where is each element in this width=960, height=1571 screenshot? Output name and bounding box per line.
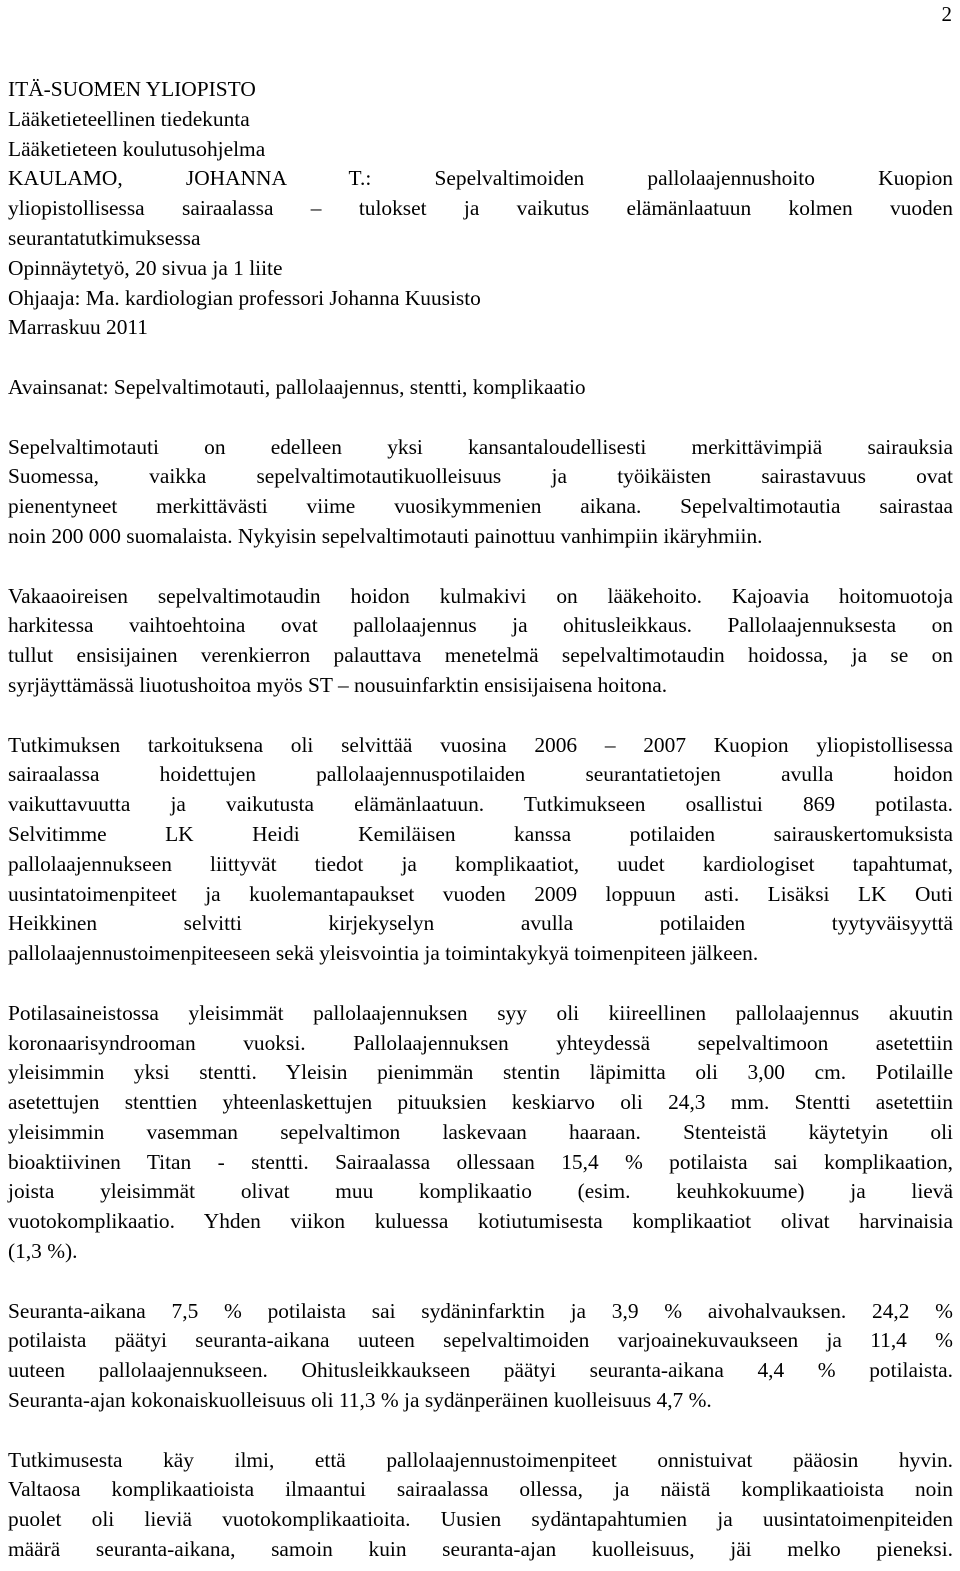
text-line: Tutkimuksen tarkoituksena oli selvittää vuosina 2006 – 2007 Kuopion yliopistollisessa xyxy=(8,732,953,757)
keywords: Avainsanat: Sepelvaltimotauti, pallolaajennus, stentti, komplikaatio xyxy=(8,374,586,399)
text-line: Valtaosa komplikaatioista ilmaantui sairaalassa ollessa, ja näistä komplikaatioista noin xyxy=(8,1477,953,1502)
text-line: yleisimmin vasemman sepelvaltimon laskevaan haaraan. Stenteistä käytetyin oli xyxy=(8,1119,953,1144)
text-line: syrjäyttämässä liuotushoitoa myös ST – nousuinfarktin ensisijaisena hoitona. xyxy=(8,672,668,697)
thesis-title-line: yliopistollisessa sairaalassa – tulokset ja vaikutus elämänlaatuun kolmen vuoden xyxy=(8,196,953,221)
page-number: 2 xyxy=(941,2,952,26)
paragraph xyxy=(8,433,953,552)
text-line: pienentyneet merkittävästi viime vuosikymmenien aikana. Sepelvaltimotautia sairastaa xyxy=(8,494,953,519)
text-line: pallolaajennukseen liittyvät tiedot ja komplikaatiot, uudet kardiologiset tapahtumat, xyxy=(8,851,953,876)
text-line: pallolaajennustoimenpiteeseen sekä yleisvointia ja toimintakykyä toimenpiteen jälkeen. xyxy=(8,941,759,966)
text-line: koronaarisyndrooman vuoksi. Pallolaajennuksen yhteydessä sepelvaltimoon asetettiin xyxy=(8,1030,953,1055)
text-line: Selvitimme LK Heidi Kemiläisen kanssa potilaiden sairauskertomuksista xyxy=(8,821,953,846)
supervisor: Ohjaaja: Ma. kardiologian professori Johanna Kuusisto xyxy=(8,285,481,310)
date: Marraskuu 2011 xyxy=(8,315,148,340)
text-line: noin 200 000 suomalaista. Nykyisin sepelvaltimotauti painottuu vanhimpiin ikäryhmiin. xyxy=(8,523,763,548)
faculty-name: Lääketieteellinen tiedekunta xyxy=(8,106,250,131)
text-line: Suomessa, vaikka sepelvaltimotautikuolleisuus ja työikäisten sairastavuus ovat xyxy=(8,464,953,489)
text-line: Heikkinen selvitti kirjekyselyn avulla potilaiden tyytyväisyyttä xyxy=(8,911,953,936)
text-line: Potilasaineistossa yleisimmät pallolaajennuksen syy oli kiireellinen pallolaajennus akuutin xyxy=(8,1000,953,1025)
text-line: puolet oli lieviä vuotokomplikaatioita. Uusien sydäntapahtumien ja uusintatoimenpiteiden xyxy=(8,1507,953,1532)
text-line: Vakaaoireisen sepelvaltimotaudin hoidon kulmakivi on lääkehoito. Kajoavia hoitomuotoja xyxy=(8,583,953,608)
text-line: vaikuttavuutta ja vaikutusta elämänlaatuun. Tutkimukseen osallistui 869 potilasta. xyxy=(8,792,953,817)
programme-name: Lääketieteen koulutusohjelma xyxy=(8,136,266,161)
university-name: ITÄ-SUOMEN YLIOPISTO xyxy=(8,77,256,101)
text-line: sairaalassa hoidettujen pallolaajennuspotilaiden seurantatietojen avulla hoidon xyxy=(8,762,953,787)
text-line: uusintatoimenpiteet ja kuolemantapaukset vuoden 2009 loppuun asti. Lisäksi LK Outi xyxy=(8,881,953,906)
thesis-info: Opinnäytetyö, 20 sivua ja 1 liite xyxy=(8,255,283,280)
paragraph xyxy=(8,731,953,969)
paragraph xyxy=(8,582,953,701)
text-line: Seuranta-aikana 7,5 % potilaista sai sydäninfarktin ja 3,9 % aivohalvauksen. 24,2 % xyxy=(8,1298,953,1323)
paragraph xyxy=(8,999,953,1267)
text-line: Tutkimusesta käy ilmi, että pallolaajennustoimenpiteet onnistuivat pääosin hyvin. xyxy=(8,1447,953,1472)
document-body xyxy=(8,75,953,1565)
text-line: uuteen pallolaajennukseen. Ohitusleikkaukseen päätyi seuranta-aikana 4,4 % potilaista. xyxy=(8,1358,953,1383)
paragraph xyxy=(8,1297,953,1416)
text-line: joista yleisimmät olivat muu komplikaatio (esim. keuhkokuume) ja lievä xyxy=(8,1179,953,1204)
text-line: Sepelvaltimotauti on edelleen yksi kansantaloudellisesti merkittävimpiä sairauksia xyxy=(8,434,953,459)
text-line: tullut ensisijainen verenkierron palauttava menetelmä sepelvaltimotaudin hoidossa, ja se on xyxy=(8,643,953,668)
paragraph xyxy=(8,1446,953,1565)
text-line: bioaktiivinen Titan - stentti. Sairaalassa ollessaan 15,4 % potilaista sai komplikaation, xyxy=(8,1149,953,1174)
text-line: vuotokomplikaatio. Yhden viikon kuluessa kotiutumisesta komplikaatiot olivat harvinaisia xyxy=(8,1209,953,1234)
text-line: harkitessa vaihtoehtoina ovat pallolaajennus ja ohitusleikkaus. Pallolaajennuksesta on xyxy=(8,613,953,638)
thesis-title-line: KAULAMO, JOHANNA T.: Sepelvaltimoiden pallolaajennushoito Kuopion xyxy=(8,166,953,191)
text-line: asetettujen stenttien yhteenlaskettujen pituuksien keskiarvo oli 24,3 mm. Stentti asetettiin xyxy=(8,1090,953,1115)
header-block xyxy=(8,75,953,343)
thesis-title-line: seurantatutkimuksessa xyxy=(8,225,201,250)
text-line: (1,3 %). xyxy=(8,1239,78,1264)
text-line: yleisimmin yksi stentti. Yleisin pienimmän stentin läpimitta oli 3,00 cm. Potilaille xyxy=(8,1060,953,1085)
text-line: Seuranta-ajan kokonaiskuolleisuus oli 11,3 % ja sydänperäinen kuolleisuus 4,7 %. xyxy=(8,1388,712,1413)
text-line: potilaista päätyi seuranta-aikana uuteen sepelvaltimoiden varjoainekuvaukseen ja 11,4 % xyxy=(8,1328,953,1353)
text-line: määrä seuranta-aikana, samoin kuin seuranta-ajan kuolleisuus, jäi melko pieneksi. xyxy=(8,1537,953,1562)
